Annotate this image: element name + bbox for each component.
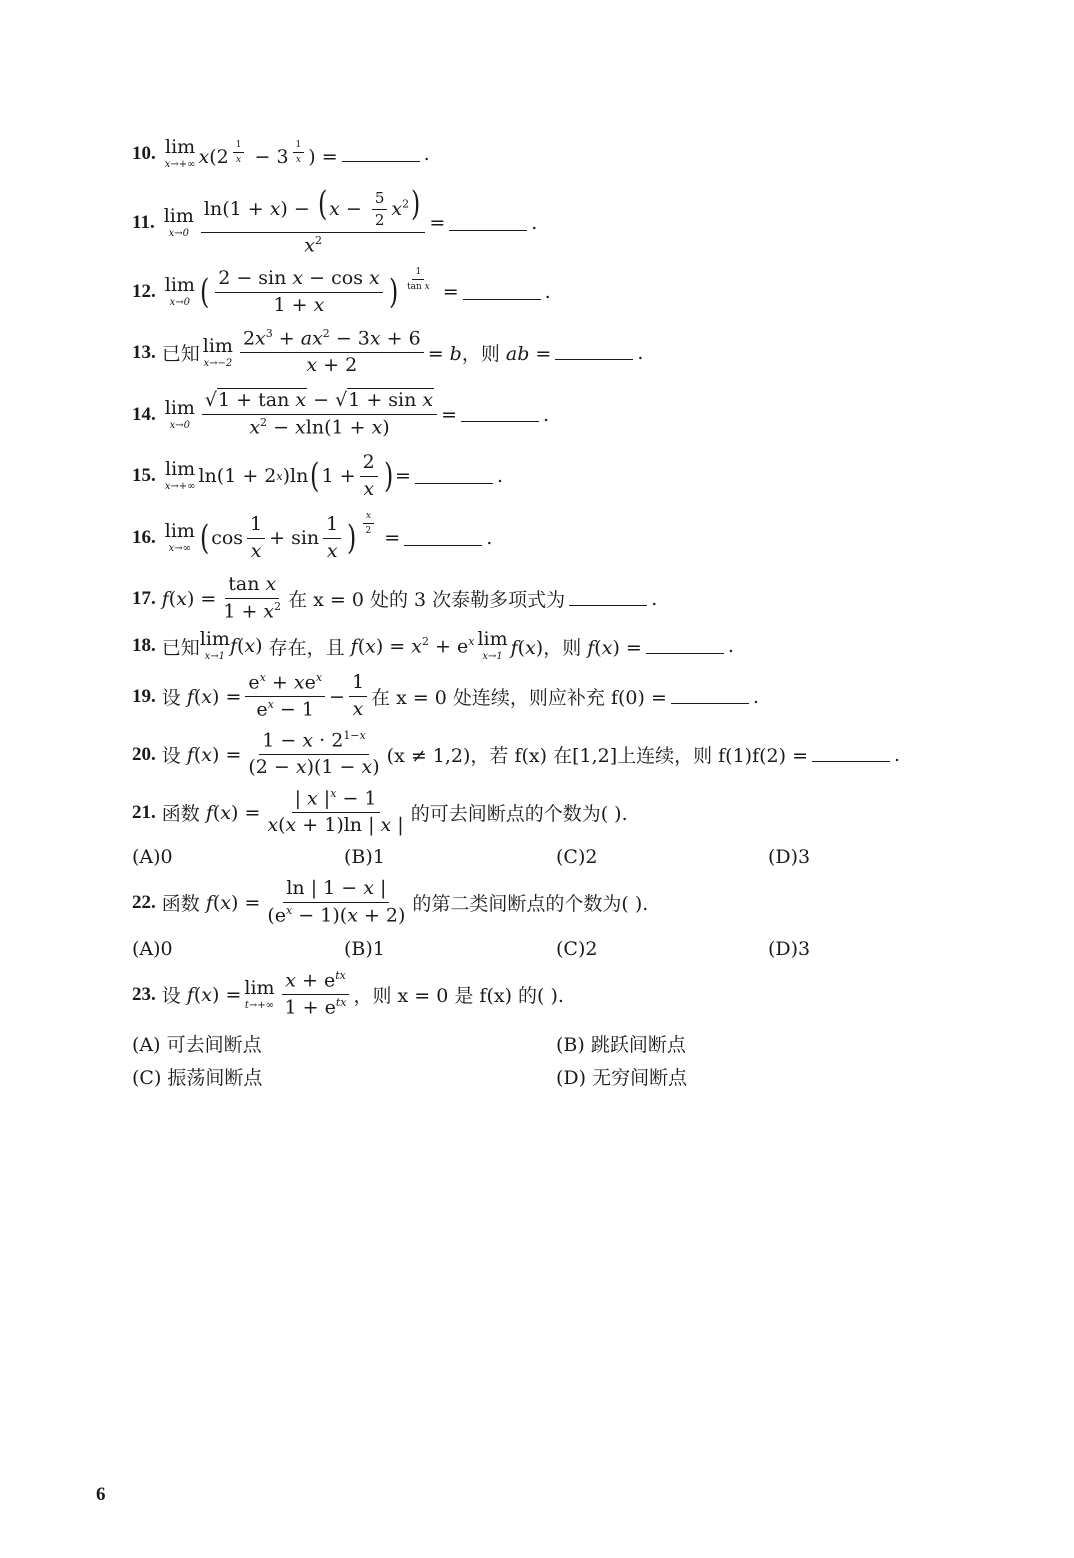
question-11: 11. lim x→0 ln(1 + x) − ( x − $\frac{5}{2}$ $x^2$) $x^2$ = . — [132, 183, 538, 256]
formula: f ( x ) = $\frac{\ln | 1 - x |}{(e^x - 1)(x + 2)}$ — [205, 877, 406, 927]
question-number: 15. — [132, 465, 156, 487]
formula: ( cos $\frac{1}{x}$ + sin $\frac{1}{x}$ ) $^{\frac{x}{2}}$ — [198, 514, 378, 563]
question-12: 12. lim x→0 ( $\frac{\text{2 − sin x − cos x}}{1 + x}$ ) $^{\frac{1}{\text{tan x}}}$ = . — [132, 266, 551, 316]
formula: $\frac{\text{√1 + tan x − √1 + sin x}}{x^2 - xln(1 + x)}$ — [202, 390, 437, 439]
question-number: 10. — [132, 143, 156, 164]
answer-blank — [463, 285, 541, 300]
question-number: 17. — [132, 587, 156, 609]
question-number: 16. — [132, 527, 156, 549]
question-number: 22. — [132, 891, 156, 913]
question-text: (x ≠ 1,2)，若 f(x) 在[1,2]上连续，则 f(1)f(2) = — [386, 745, 808, 767]
question-14: 14. lim x→0 $\frac{\text{√1 + tan x − √1 + sin x}}{x^2 - xln(1 + x)}$ = . — [132, 389, 550, 439]
question-text: 在 x = 0 处连续，则应补充 f(0) = — [371, 687, 667, 710]
formula: x(2 $^{\frac{1}{x}}$ − 3 $^{\frac{1}{x}}$ ) = — [198, 139, 338, 169]
option-a: (A)0 — [132, 846, 173, 868]
question-number: 13. — [132, 341, 156, 363]
question-number: 14. — [132, 403, 156, 425]
question-prefix: 设 — [161, 985, 181, 1008]
question-prefix: 函数 — [161, 803, 200, 825]
formula: ln(1 + x) − ( x − $\frac{5}{2}$ $x^2$) $x^2$ — [201, 190, 425, 257]
limit-operator: lim x→∞ — [164, 520, 195, 555]
limit-operator: lim x→0 — [163, 205, 194, 240]
question-15: 15. lim x→+∞ ln(1 + 2 x )ln ( 1 + $\frac{2}{x}$ ) = . — [132, 451, 503, 500]
question-text: 在 x = 0 处的 3 次泰勒多项式为 — [288, 589, 566, 611]
question-21 — [132, 788, 628, 837]
formula: f ( x ) = $\frac{| x |^x - 1}{x(x + 1)\ln | x |}$ — [205, 787, 404, 837]
limit-operator: lim x→+∞ — [164, 458, 196, 493]
question-text: 的可去间断点的个数为( ). — [410, 803, 628, 825]
formula: $\frac{2x^3 + ax^2 - 3x + 6}{x + 2}$ — [240, 328, 424, 377]
option-d: (D) 无穷间断点 — [556, 1067, 688, 1089]
limit-operator: lim x→−2 — [202, 334, 233, 369]
question-17: 17. f ( x ) = $\frac{\text{tan x}}{1 + x^2}$ 在 x = 0 处的 3 次泰勒多项式为 . — [132, 573, 658, 623]
question-prefix: 函数 — [161, 893, 200, 915]
answer-blank — [449, 216, 527, 231]
question-18: 18. 已知 lim x→1 f(x) 存在，且 $f(x) = x^2 + e^x$ lim x→1 f(x)，则 f(x) = . — [132, 628, 734, 662]
question-prefix: 设 — [161, 687, 181, 710]
option-d: (D)3 — [768, 938, 811, 960]
option-b: (B)1 — [344, 846, 385, 868]
option-b: (B)1 — [344, 938, 385, 960]
question-16: 16. lim x→∞ ( cos $\frac{1}{x}$ + sin $\frac{1}{x}$ ) $^{\frac{x}{2}}$ = . — [132, 510, 493, 562]
answer-blank — [569, 591, 647, 606]
option-c: (C) 振荡间断点 — [132, 1067, 263, 1089]
option-d: (D)3 — [768, 846, 811, 868]
question-number: 21. — [132, 801, 156, 823]
question-prefix: 已知 — [161, 636, 200, 659]
limit-operator: lim x→0 — [164, 274, 195, 309]
formula: f(x) — [229, 635, 269, 657]
question-number: 18. — [132, 635, 156, 656]
formula: f ( x ) = $\frac{\text{tan x}}{1 + x^2}$ — [161, 573, 282, 623]
question-22 — [132, 878, 648, 927]
question-number: 20. — [132, 743, 156, 765]
limit-operator: lim x→0 — [164, 396, 195, 431]
question-prefix: 已知 — [161, 343, 200, 365]
question-text: ，则 x = 0 是 f(x) 的( ). — [353, 985, 564, 1008]
question-number: 23. — [132, 983, 156, 1005]
option-b: (B) 跳跃间断点 — [556, 1034, 686, 1056]
formula: ln(1 + 2 x )ln ( 1 + $\frac{2}{x}$ ) — [198, 451, 394, 500]
answer-blank — [646, 639, 724, 654]
question-10: 10. lim x→+∞ x(2 $^{\frac{1}{x}}$ − 3 $^{\frac{1}{x}}$ ) = . — [132, 136, 430, 170]
question-20: 20. 设 f ( x ) = $\frac{1 - x \cdot 2^{1-x}}{(2 - x)(1 - x)}$ (x ≠ 1,2)，若 f(x) 在[1,2]上连续，则 f(1)f(2) = . — [132, 729, 901, 779]
limit-operator: lim x→+∞ — [164, 136, 196, 170]
answer-blank — [461, 407, 539, 422]
question-23 — [132, 970, 564, 1019]
answer-blank — [415, 469, 493, 484]
answer-blank — [671, 689, 749, 704]
formula: f ( x ) = lim t→+∞ $\frac{x + e^{tx}}{1 + e^{tx}}$ — [181, 970, 354, 1019]
formula: f ( x ) = $\frac{e^x + xe^x}{e^x - 1}$ − $\frac{1}{x}$ — [181, 672, 371, 721]
question-19: 19. 设 f ( x ) = $\frac{e^x + xe^x}{e^x - 1}$ − $\frac{1}{x}$ 在 x = 0 处连续，则应补充 f(0) = . — [132, 671, 759, 721]
question-prefix: 设 — [161, 745, 181, 767]
formula: f ( x ) = $\frac{1 - x \cdot 2^{1-x}}{(2 - x)(1 - x)}$ — [186, 729, 380, 779]
option-a: (A) 可去间断点 — [132, 1034, 262, 1056]
answer-blank — [555, 345, 633, 360]
question-13: 13. 已知 lim x→−2 $\frac{2x^3 + ax^2 - 3x + 6}{x + 2}$ = b，则 ab = . — [132, 327, 644, 377]
answer-blank — [342, 147, 420, 162]
answer-blank — [404, 531, 482, 546]
question-number: 11. — [132, 212, 155, 234]
answer-blank — [812, 747, 890, 762]
question-text: 的第二类间断点的个数为( ). — [412, 893, 649, 915]
question-number: 19. — [132, 685, 156, 707]
option-c: (C)2 — [556, 938, 598, 960]
option-c: (C)2 — [556, 846, 598, 868]
question-number: 12. — [132, 281, 156, 303]
limit-operator: lim x→1 — [477, 628, 508, 662]
formula: ( $\frac{\text{2 − sin x − cos x}}{1 + x}$ ) $^{\frac{1}{\text{tan x}}}$ — [199, 266, 430, 316]
limit-operator: lim x→1 — [199, 628, 230, 662]
page-number: 6 — [96, 1484, 106, 1505]
option-a: (A)0 — [132, 938, 173, 960]
question-mid: 存在，且 — [268, 636, 345, 659]
